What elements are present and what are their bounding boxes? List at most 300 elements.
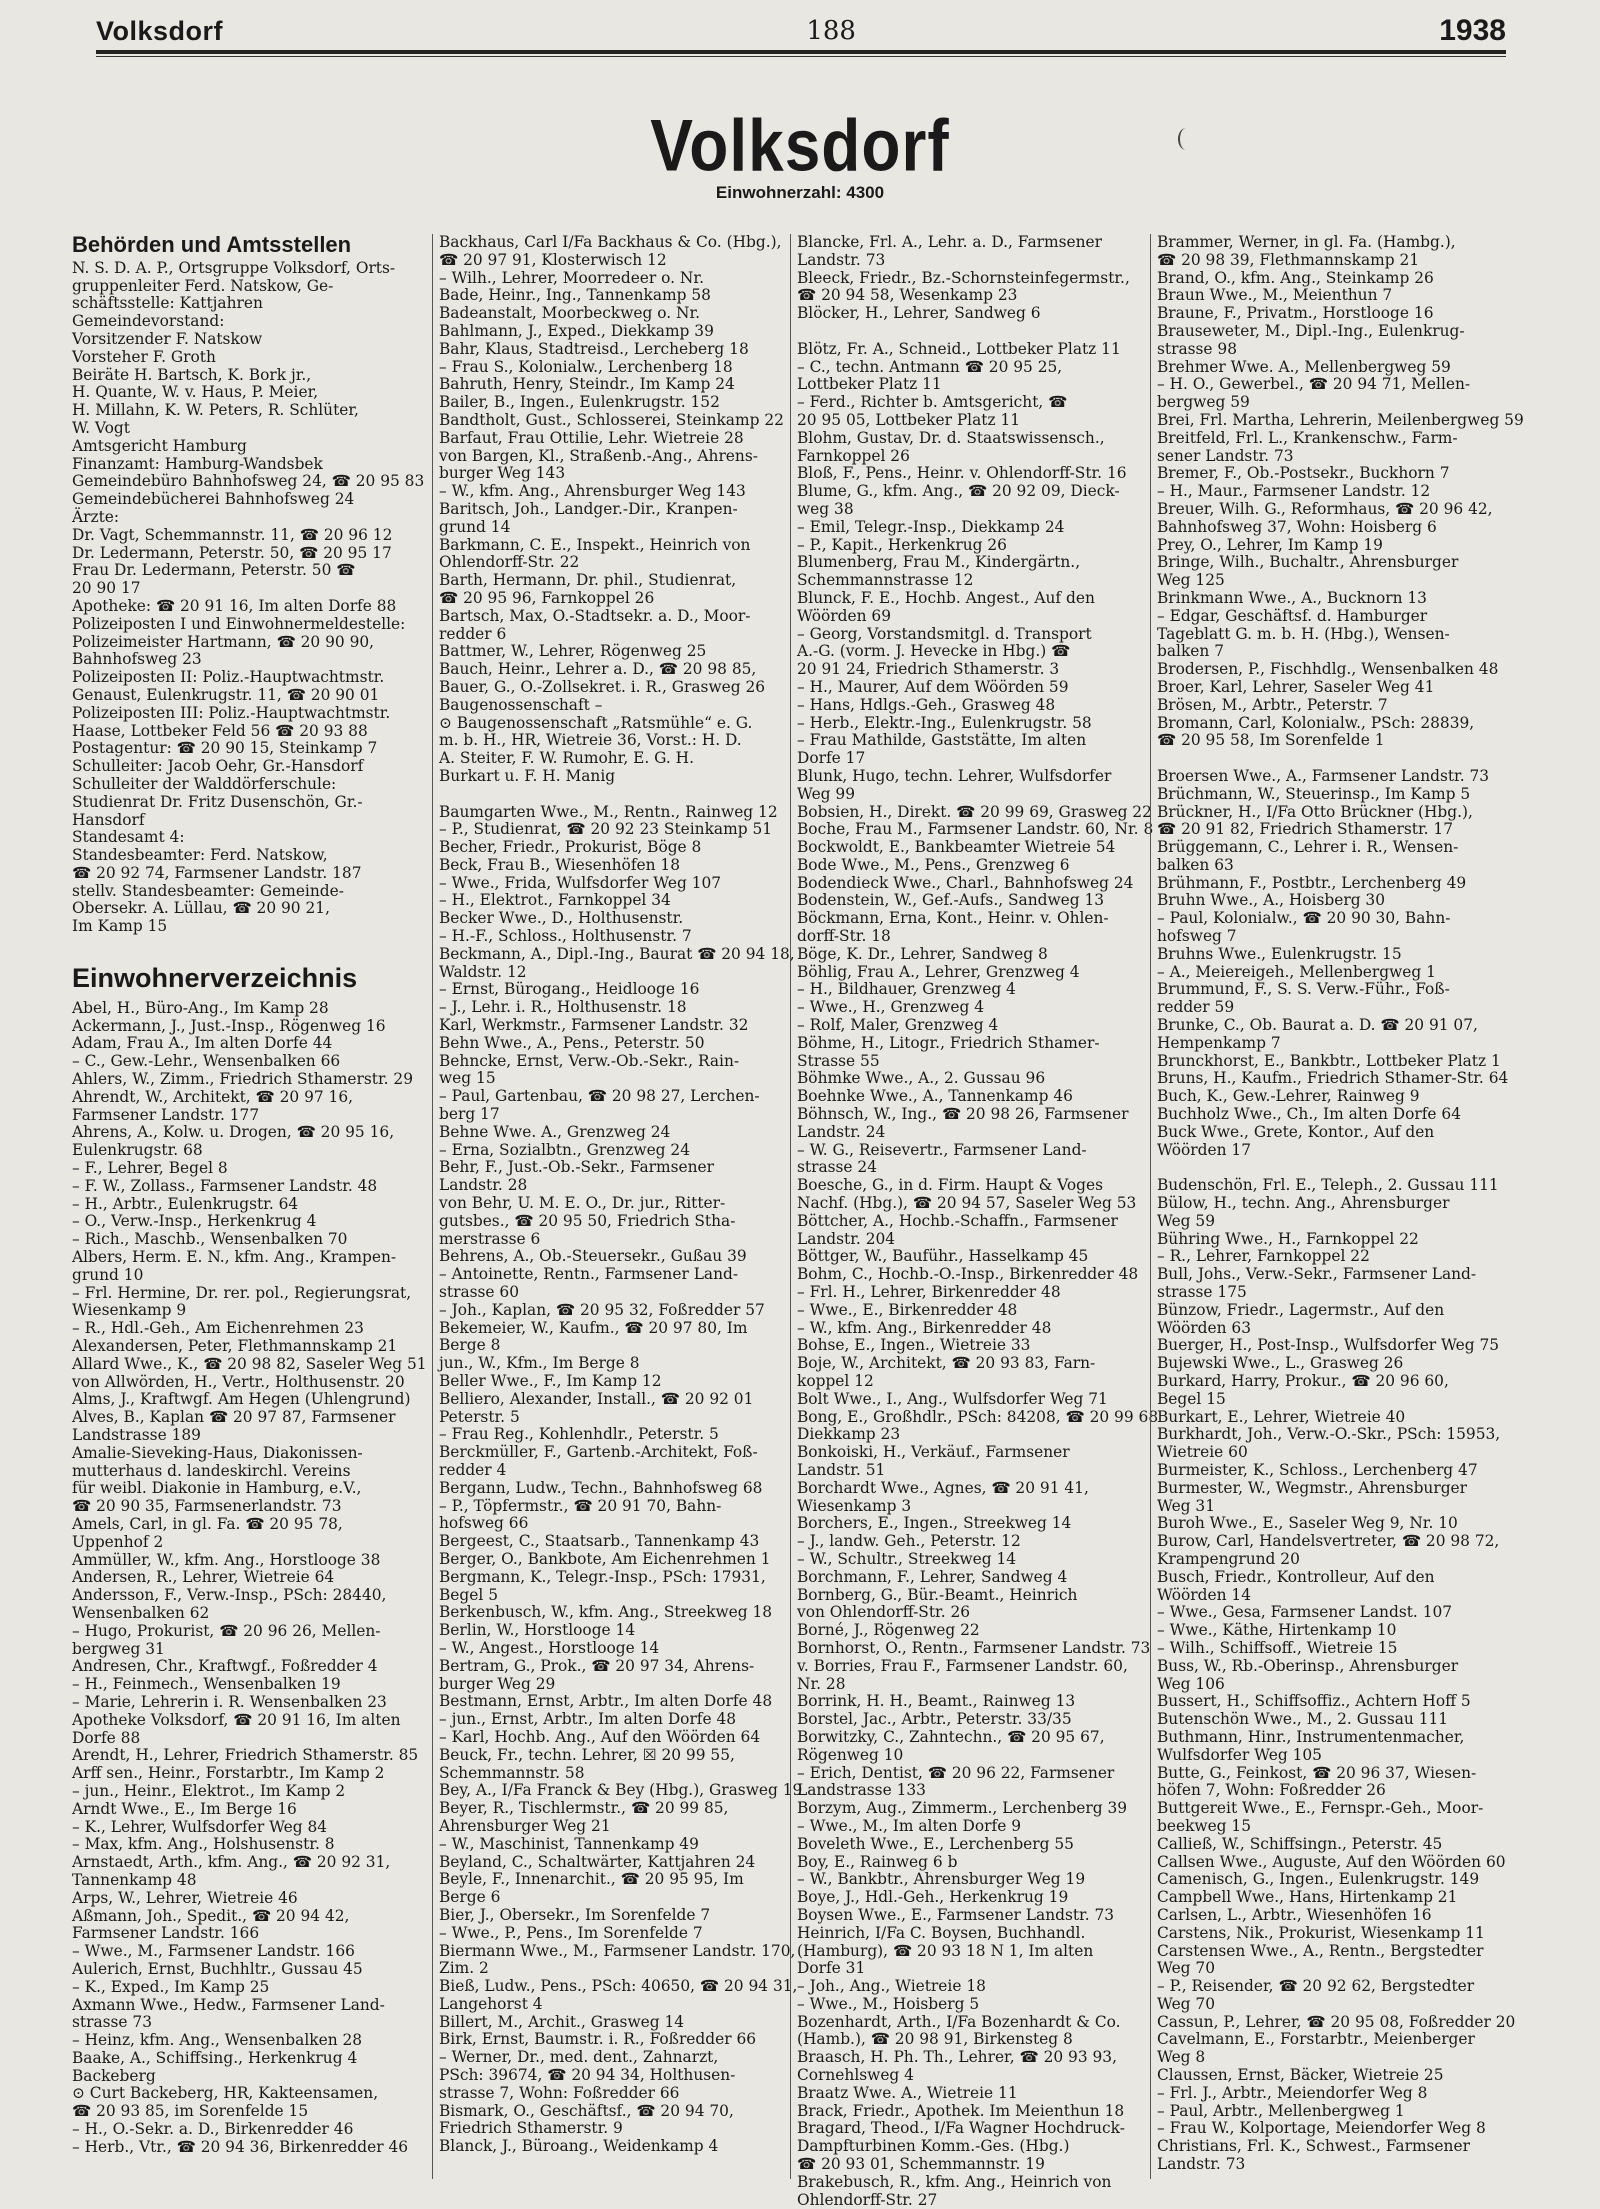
residents-list-c <box>797 233 1159 2209</box>
directory-entry-line: Weg 31 <box>1157 1496 1215 1515</box>
directory-entry-line: Badeanstalt, Moorbeckweg o. Nr. <box>439 304 701 323</box>
directory-entry-line: Buthmann, Hinr., Instrumentenmacher, <box>1157 1727 1465 1746</box>
directory-entry-line: – W., Maschinist, Tannenkamp 49 <box>439 1834 699 1853</box>
directory-entry-line: – Ferd., Richter b. Amtsgericht, ☎ <box>797 393 1068 412</box>
directory-entry-line: Bromann, Carl, Kolonialw., PSch: 28839, <box>1157 713 1475 732</box>
directory-entry-line: Bode Wwe., M., Pens., Grenzweg 6 <box>797 855 1070 874</box>
directory-entry-line: Boje, W., Architekt, ☎ 20 93 83, Farn- <box>797 1354 1096 1373</box>
directory-entry-line: – Frl. Hermine, Dr. rer. pol., Regierungsrat, <box>72 1283 412 1302</box>
directory-entry-line: Boche, Frau M., Farmsener Landstr. 60, Nr. 8 <box>797 820 1154 839</box>
directory-entry-line: strasse 175 <box>1157 1283 1247 1302</box>
directory-entry-line: Apotheke Volksdorf, ☎ 20 91 16, Im alten <box>72 1710 401 1729</box>
directory-entry-line: Blunck, F. E., Hochb. Angest., Auf den <box>797 588 1095 607</box>
directory-entry-line: – P., Kapit., Herkenkrug 26 <box>797 535 1007 554</box>
directory-entry-line: Polizeiposten II: Poliz.-Hauptwachtmstr. <box>72 668 385 687</box>
directory-entry-line: Zim. 2 <box>439 1959 489 1978</box>
directory-entry-line: – J., landw. Geh., Peterstr. 12 <box>797 1532 1021 1551</box>
directory-entry-line: Krampengrund 20 <box>1157 1549 1300 1568</box>
directory-entry-line: Battmer, W., Lehrer, Rögenweg 25 <box>439 642 707 661</box>
directory-entry-line: Callsen Wwe., Auguste, Auf den Wöörden 60 <box>1157 1852 1506 1871</box>
directory-entry-line: – Erna, Sozialbtn., Grenzweg 24 <box>439 1140 691 1159</box>
directory-entry-line: Allard Wwe., K., ☎ 20 98 82, Saseler Weg 51 <box>72 1354 427 1373</box>
directory-entry-line: Amalie-Sieveking-Haus, Diakonissen- <box>72 1443 363 1462</box>
directory-entry-line: Beuck, Fr., techn. Lehrer, ☒ 20 99 55, <box>439 1745 735 1764</box>
directory-entry-line: Braun Wwe., M., Meienthun 7 <box>1157 286 1393 305</box>
directory-entry-line: Apotheke: ☎ 20 91 16, Im alten Dorfe 88 <box>72 596 397 615</box>
directory-entry-line: – Max, kfm. Ang., Holshusenstr. 8 <box>72 1835 335 1854</box>
directory-entry-line: Biermann Wwe., M., Farmsener Landstr. 170, <box>439 1941 796 1960</box>
directory-entry-line: Brückner, H., I/Fa Otto Brückner (Hbg.), <box>1157 802 1473 821</box>
directory-entry-line: – Hans, Hdlgs.-Geh., Grasweg 48 <box>797 695 1056 714</box>
directory-entry-line: – R., Lehrer, Farnkoppel 22 <box>1157 1247 1370 1266</box>
directory-entry-line <box>1157 750 1497 768</box>
directory-entry-line: stellv. Standesbeamter: Gemeinde- <box>72 881 344 900</box>
directory-entry-line: – W., Angest., Horstlooge 14 <box>439 1638 660 1657</box>
directory-entry-line: burger Weg 29 <box>439 1674 556 1693</box>
directory-entry-line: – Heinz, kfm. Ang., Wensenbalken 28 <box>72 2031 363 2050</box>
directory-entry-line: Blume, G., kfm. Ang., ☎ 20 92 09, Dieck- <box>797 482 1120 501</box>
column-1 <box>72 232 427 2179</box>
directory-entry-line: – H., Bildhauer, Grenzweg 4 <box>797 980 1016 999</box>
directory-entry-line: Berlin, W., Horstlooge 14 <box>439 1621 636 1640</box>
directory-entry-line: Boveleth Wwe., E., Lerchenberg 55 <box>797 1834 1074 1853</box>
directory-entry-line: Bailer, B., Ingen., Eulenkrugstr. 152 <box>439 393 720 412</box>
directory-entry-line: Butenschön Wwe., M., 2. Gussau 111 <box>1157 1710 1449 1729</box>
directory-entry-line: Arnstaedt, Arth., kfm. Ang., ☎ 20 92 31, <box>72 1853 391 1872</box>
directory-entry-line: Wiesenkamp 9 <box>72 1301 187 1320</box>
directory-entry-line: – H. O., Gewerbel., ☎ 20 94 71, Mellen- <box>1157 375 1471 394</box>
directory-entry-line: Polizeimeister Hartmann, ☎ 20 90 90, <box>72 632 375 651</box>
directory-entry-line: Ahrens, A., Kolw. u. Drogen, ☎ 20 95 16, <box>72 1123 395 1142</box>
directory-entry-line: Braasch, H. Ph. Th., Lehrer, ☎ 20 93 93, <box>797 2048 1117 2067</box>
directory-entry-line: – Joh., Kaplan, ☎ 20 95 32, Foßredder 57 <box>439 1300 765 1319</box>
directory-entry-line: Haase, Lottbeker Feld 56 ☎ 20 93 88 <box>72 721 368 740</box>
directory-entry-line: ☎ 20 92 74, Farmsener Landstr. 187 <box>72 863 362 882</box>
directory-entry-line: dorff-Str. 18 <box>797 927 891 946</box>
directory-entry-line: – Paul, Kolonialw., ☎ 20 90 30, Bahn- <box>1157 909 1451 928</box>
directory-entry-line: jun., W., Kfm., Im Berge 8 <box>439 1354 640 1373</box>
directory-entry-line: Carstens, Nik., Prokurist, Wiesenkamp 11 <box>1157 1923 1485 1942</box>
directory-entry-line: – P., Studienrat, ☎ 20 92 23 Steinkamp 51 <box>439 820 773 839</box>
directory-entry-line: Behncke, Ernst, Verw.-Ob.-Sekr., Rain- <box>439 1051 740 1070</box>
directory-entry-line: Ammüller, W., kfm. Ang., Horstlooge 38 <box>72 1550 381 1569</box>
directory-entry-line: Ahlers, W., Zimm., Friedrich Sthamerstr. 29 <box>72 1070 413 1089</box>
directory-entry-line: Borrink, H. H., Beamt., Rainweg 13 <box>797 1692 1076 1711</box>
directory-entry-line: 20 91 24, Friedrich Sthamerstr. 3 <box>797 660 1060 679</box>
directory-entry-line: Dampfturbinen Komm.-Ges. (Hbg.) <box>797 2137 1070 2156</box>
directory-entry-line: Schulleiter: Jacob Oehr, Gr.-Hansdorf <box>72 757 364 776</box>
directory-entry-line: H. Quante, W. v. Haus, P. Meier, <box>72 383 319 402</box>
directory-entry-line: Ahrensburger Weg 21 <box>439 1816 611 1835</box>
directory-entry-line: – W. G., Reisevertr., Farmsener Land- <box>797 1140 1087 1159</box>
directory-entry-line: Albers, Herm. E. N., kfm. Ang., Krampen- <box>72 1248 397 1267</box>
directory-entry-line: Becker Wwe., D., Holthusenstr. <box>439 909 684 928</box>
directory-entry-line: Burkard, Harry, Prokur., ☎ 20 96 60, <box>1157 1372 1449 1390</box>
directory-entry-line: – Wwe., M., Hoisberg 5 <box>797 1994 980 2013</box>
directory-entry-line: 20 90 17 <box>72 579 141 598</box>
directory-entry-line: Behr, F., Just.-Ob.-Sekr., Farmsener <box>439 1158 715 1177</box>
directory-entry-line: Bier, J., Obersekr., Im Sorenfelde 7 <box>439 1905 711 1924</box>
directory-entry-line: Billert, M., Archit., Grasweg 14 <box>439 2012 685 2031</box>
directory-entry-line: – Edgar, Geschäftsf. d. Hamburger <box>1157 606 1428 625</box>
directory-entry-line: Berger, O., Bankbote, Am Eichenrehmen 1 <box>439 1549 771 1568</box>
directory-entry-line: Landstr. 28 <box>439 1176 528 1195</box>
directory-entry-line: Cornehlsweg 4 <box>797 2066 914 2085</box>
directory-entry-line: Bergeest, C., Staatsarb., Tannenkamp 43 <box>439 1532 760 1551</box>
directory-entry-line: Andersen, R., Lehrer, Wietreie 64 <box>72 1568 335 1587</box>
directory-entry-line: Bartsch, Max, O.-Stadtsekr. a. D., Moor- <box>439 606 751 625</box>
page-number: 188 <box>806 16 856 46</box>
directory-entry-line: Postagentur: ☎ 20 90 15, Steinkamp 7 <box>72 739 378 758</box>
directory-entry-line: ⊙ Baugenossenschaft „Ratsmühle“ e. G. <box>439 713 753 732</box>
directory-entry-line: Berge 8 <box>439 1336 501 1355</box>
running-head-place: Volksdorf <box>96 15 224 46</box>
directory-entry-line: – P., Töpfermstr., ☎ 20 91 70, Bahn- <box>439 1496 722 1515</box>
directory-entry-line: – Frau Mathilde, Gaststätte, Im alten <box>797 731 1087 750</box>
directory-entry-line: – P., Reisender, ☎ 20 92 62, Bergstedter <box>1157 1977 1475 1996</box>
authorities-list <box>72 258 425 936</box>
directory-entry-line: Bornberg, G., Bür.-Beamt., Heinrich <box>797 1585 1078 1604</box>
directory-entry-line: Bremer, F., Ob.-Postsekr., Buckhorn 7 <box>1157 464 1450 483</box>
directory-entry-line: Brüchmann, W., Steuerinsp., Im Kamp 5 <box>1157 784 1471 803</box>
directory-entry-line: – W., Bankbtr., Ahrensburger Weg 19 <box>797 1870 1086 1889</box>
directory-entry-line: Alms, J., Kraftwgf. Am Hegen (Uhlengrund) <box>72 1390 411 1409</box>
residents-list-a <box>72 998 427 2157</box>
directory-entry-line: Buchholz Wwe., Ch., Im alten Dorfe 64 <box>1157 1105 1462 1124</box>
directory-entry-line: – Marie, Lehrerin i. R. Wensenbalken 23 <box>72 1692 387 1711</box>
directory-entry-line: Breuer, Wilh. G., Reformhaus, ☎ 20 96 42, <box>1157 499 1493 518</box>
directory-entry-line: ☎ 20 97 91, Klosterwisch 12 <box>439 250 667 269</box>
directory-entry-line: strasse 73 <box>72 2013 152 2032</box>
directory-entry-line: höfen 7, Wohn: Foßredder 26 <box>1157 1781 1386 1800</box>
directory-entry-line: Backeberg <box>72 2066 156 2085</box>
directory-entry-line: – F. W., Zollass., Farmsener Landstr. 48 <box>72 1176 378 1195</box>
page-title: Volksdorf <box>650 103 950 187</box>
directory-entry-line: Barkmann, C. E., Inspekt., Heinrich von <box>439 535 751 554</box>
directory-entry-line: – Wwe., M., Farmsener Landstr. 166 <box>72 1942 355 1961</box>
directory-entry-line: mutterhaus d. landeskirchl. Vereins <box>72 1461 351 1480</box>
directory-entry-line: Dr. Ledermann, Peterstr. 50, ☎ 20 95 17 <box>72 543 392 562</box>
directory-entry-line: Bahnhofsweg 37, Wohn: Hoisberg 6 <box>1157 517 1437 536</box>
directory-entry-line: – H., Elektrot., Farnkoppel 34 <box>439 891 671 910</box>
directory-entry-line: Wietreie 60 <box>1157 1443 1248 1462</box>
directory-entry-line: redder 59 <box>1157 998 1235 1017</box>
directory-entry-line: Bussert, H., Schiffsoffiz., Achtern Hoff 5 <box>1157 1692 1471 1711</box>
directory-entry-line: Vorsitzender F. Natskow <box>72 329 263 348</box>
directory-entry-line: Hempenkamp 7 <box>1157 1033 1281 1052</box>
directory-entry-line: ☎ 20 95 58, Im Sorenfelde 1 <box>1157 731 1385 750</box>
directory-entry-line: Blanck, J., Büroang., Weidenkamp 4 <box>439 2137 719 2156</box>
directory-entry-line: – K., Exped., Im Kamp 25 <box>72 1977 270 1996</box>
directory-entry-line: Schulleiter der Walddörferschule: <box>72 774 337 793</box>
directory-entry-line: Böhme, H., Litogr., Friedrich Sthamer- <box>797 1033 1100 1052</box>
directory-entry-line: Blumenberg, Frau M., Kindergärtn., <box>797 553 1081 572</box>
directory-entry-line: Peterstr. 5 <box>439 1407 520 1426</box>
directory-entry-line: Arndt Wwe., E., Im Berge 16 <box>72 1799 297 1818</box>
directory-entry-line: Beiräte H. Bartsch, K. Bork jr., <box>72 365 312 384</box>
directory-entry-line: berg 17 <box>439 1105 500 1124</box>
directory-entry-line: redder 6 <box>439 624 507 643</box>
directory-entry-line: – W., kfm. Ang., Ahrensburger Weg 143 <box>439 482 746 501</box>
directory-entry-line: Baugenossenschaft – <box>439 695 603 714</box>
directory-entry-line: Farnkoppel 26 <box>797 446 910 465</box>
directory-entry-line: Campbell Wwe., Hans, Hirtenkamp 21 <box>1157 1888 1458 1907</box>
directory-entry-line: ☎ 20 93 85, im Sorenfelde 15 <box>72 2102 309 2121</box>
directory-entry-line: – jun., Ernst, Arbtr., Im alten Dorfe 48 <box>439 1710 737 1729</box>
directory-entry-line: Baritsch, Joh., Landger.-Dir., Kranpen- <box>439 499 738 518</box>
directory-entry-line: – Georg, Vorstandsmitgl. d. Transport <box>797 624 1092 643</box>
directory-entry-line: Bestmann, Ernst, Arbtr., Im alten Dorfe 48 <box>439 1692 773 1711</box>
directory-entry-line: Bujewski Wwe., L., Grasweg 26 <box>1157 1354 1404 1373</box>
directory-entry-line: Weg 125 <box>1157 571 1225 590</box>
directory-entry-line: – W., Schultr., Streekweg 14 <box>797 1549 1017 1568</box>
directory-entry-line: Backhaus, Carl I/Fa Backhaus & Co. (Hbg.), <box>439 233 782 251</box>
directory-entry-line: Dorfe 88 <box>72 1728 141 1747</box>
directory-entry-line: – jun., Heinr., Elektrot., Im Kamp 2 <box>72 1781 346 1800</box>
directory-entry-line: Rögenweg 10 <box>797 1745 904 1764</box>
directory-entry-line: beekweg 15 <box>1157 1816 1252 1835</box>
directory-entry-line: – H., O.-Sekr. a. D., Birkenredder 46 <box>72 2120 354 2139</box>
directory-entry-line: – Karl, Hochb. Ang., Auf den Wöörden 64 <box>439 1727 761 1746</box>
directory-entry-line: – Wwe., Käthe, Hirtenkamp 10 <box>1157 1621 1397 1640</box>
directory-entry-line: – H., Maurer, Auf dem Wöörden 59 <box>797 677 1069 696</box>
directory-entry-line: Cavelmann, E., Forstarbtr., Meienberger <box>1157 2030 1475 2049</box>
directory-entry-line: Blötz, Fr. A., Schneid., Lottbeker Platz 11 <box>797 339 1121 358</box>
directory-entry-line: Bohse, E., Ingen., Wietreie 33 <box>797 1336 1031 1355</box>
directory-entry-line: Standesamt 4: <box>72 828 185 847</box>
directory-entry-line: Bünzow, Friedr., Lagermstr., Auf den <box>1157 1300 1445 1319</box>
directory-entry-line: PSch: 39674, ☎ 20 94 34, Holthusen- <box>439 2066 736 2085</box>
directory-entry-line: Alexandersen, Peter, Flethmannskamp 21 <box>72 1337 398 1356</box>
directory-entry-line: weg 38 <box>797 499 854 518</box>
directory-entry-line: Brunckhorst, E., Bankbtr., Lottbeker Platz 1 <box>1157 1051 1501 1070</box>
directory-entry-line: – H., Maur., Farmsener Landstr. 12 <box>1157 482 1431 501</box>
directory-entry-line: – Erich, Dentist, ☎ 20 96 22, Farmsener <box>797 1763 1115 1782</box>
directory-entry-line: A. Steiter, F. W. Rumohr, E. G. H. <box>439 749 694 768</box>
directory-entry-line: Boesche, G., in d. Firm. Haupt & Voges <box>797 1176 1103 1195</box>
directory-entry-line: – Herb., Elektr.-Ing., Eulenkrugstr. 58 <box>797 713 1092 732</box>
directory-entry-line: Brinkmann Wwe., A., Bucknorn 13 <box>1157 588 1427 607</box>
directory-entry-line: v. Borries, Frau F., Farmsener Landstr. 60, <box>797 1656 1128 1675</box>
directory-entry-line: ☎ 20 91 82, Friedrich Sthamerstr. 17 <box>1157 820 1453 839</box>
directory-entry-line: Arps, W., Lehrer, Wietreie 46 <box>72 1888 298 1907</box>
directory-entry-line: Prey, O., Lehrer, Im Kamp 19 <box>1157 535 1383 554</box>
directory-entry-line: Bekemeier, W., Kaufm., ☎ 20 97 80, Im <box>439 1318 748 1337</box>
directory-entry-line: Bertram, G., Prok., ☎ 20 97 34, Ahrens- <box>439 1656 755 1675</box>
directory-entry-line: Wöörden 17 <box>1157 1140 1252 1159</box>
directory-entry-line: Landstr. 73 <box>1157 2155 1246 2174</box>
directory-entry-line: von Ohlendorff-Str. 26 <box>797 1603 971 1622</box>
directory-entry-line: Borné, J., Rögenweg 22 <box>797 1621 980 1640</box>
directory-entry-line: Heinrich, I/Fa C. Boysen, Buchhandl. <box>797 1923 1086 1942</box>
directory-entry-line: von Behr, U. M. E. O., Dr. jur., Ritter- <box>439 1194 726 1213</box>
directory-entry-line: Becher, Friedr., Prokurist, Böge 8 <box>439 838 702 857</box>
directory-entry-line: Brand, O., kfm. Ang., Steinkamp 26 <box>1157 268 1434 287</box>
directory-entry-line: grund 14 <box>439 517 511 536</box>
directory-entry-line: für weibl. Diakonie in Hamburg, e.V., <box>72 1479 362 1498</box>
directory-entry-line: Diekkamp 23 <box>797 1425 901 1444</box>
directory-entry-line: redder 4 <box>439 1460 507 1479</box>
directory-entry-line: Begel 15 <box>1157 1389 1226 1408</box>
directory-entry-line: Carlsen, L., Arbtr., Wiesenhöfen 16 <box>1157 1905 1432 1924</box>
directory-entry-line: – Wwe., H., Grenzweg 4 <box>797 998 985 1017</box>
directory-entry-line: Bruhns Wwe., Eulenkrugstr. 15 <box>1157 944 1402 963</box>
directory-entry-line: Böhlig, Frau A., Lehrer, Grenzweg 4 <box>797 962 1080 981</box>
directory-entry-line: – W., kfm. Ang., Birkenredder 48 <box>797 1318 1052 1337</box>
directory-entry-line: Bull, Johs., Verw.-Sekr., Farmsener Land- <box>1157 1265 1477 1284</box>
directory-entry-line: Bruhn Wwe., A., Hoisberg 30 <box>1157 891 1386 910</box>
directory-entry-line: Beyland, C., Schaltwärter, Kattjahren 24 <box>439 1852 756 1871</box>
directory-entry-line: 20 95 05, Lottbeker Platz 11 <box>797 410 1021 429</box>
directory-entry-line: Boye, J., Hdl.-Geh., Herkenkrug 19 <box>797 1888 1069 1907</box>
directory-entry-line: Boy, E., Rainweg 6 b <box>797 1852 958 1871</box>
directory-entry-line: Burkart u. F. H. Manig <box>439 766 616 785</box>
directory-entry-line: Beckmann, A., Dipl.-Ing., Baurat ☎ 20 94 18, <box>439 944 795 963</box>
directory-entry-line: Arff sen., Heinr., Forstarbtr., Im Kamp 2 <box>72 1764 385 1783</box>
directory-entry-line: Burow, Carl, Handelsvertreter, ☎ 20 98 72, <box>1157 1532 1500 1551</box>
directory-entry-line: Christians, Frl. K., Schwest., Farmsener <box>1157 2137 1470 2156</box>
directory-entry-line: Farmsener Landstr. 166 <box>72 1924 260 1943</box>
directory-entry-line <box>797 323 1137 341</box>
directory-entry-line: Friedrich Sthamerstr. 9 <box>439 2119 623 2138</box>
population-line: Einwohnerzahl: 4300 <box>715 183 885 202</box>
directory-entry-line: Broer, Karl, Lehrer, Saseler Weg 41 <box>1157 677 1435 696</box>
directory-entry-line: Calließ, W., Schiffsingn., Peterstr. 45 <box>1157 1834 1443 1853</box>
directory-entry-line: Andresen, Chr., Kraftwgf., Foßredder 4 <box>72 1657 378 1676</box>
directory-entry-line: Weg 59 <box>1157 1211 1215 1230</box>
directory-entry-line: strasse 98 <box>1157 339 1237 358</box>
directory-entry-line: Obersekr. A. Lüllau, ☎ 20 90 21, <box>72 899 330 918</box>
pencil-mark <box>1178 128 1194 150</box>
directory-entry-line: – Rich., Maschb., Wensenbalken 70 <box>72 1230 348 1249</box>
directory-entry-line: – Emil, Telegr.-Insp., Diekkamp 24 <box>797 517 1065 536</box>
directory-entry-line: Studienrat Dr. Fritz Dusenschön, Gr.- <box>72 792 363 811</box>
directory-entry-line: Bloß, F., Pens., Heinr. v. Ohlendorff-Str. 16 <box>797 464 1127 483</box>
directory-entry-line: Eulenkrugstr. 68 <box>72 1141 203 1160</box>
directory-entry-line: – Paul, Arbtr., Mellenbergweg 1 <box>1157 2101 1405 2120</box>
directory-entry-line: Claussen, Ernst, Bäcker, Wietreie 25 <box>1157 2066 1444 2085</box>
directory-entry-line: – Frau W., Kolportage, Meiendorfer Weg 8 <box>1157 2119 1486 2138</box>
directory-entry-line: Brühmann, F., Postbtr., Lerchenberg 49 <box>1157 873 1467 892</box>
directory-entry-line: Brummund, F., S. S. Verw.-Führ., Foß- <box>1157 980 1450 999</box>
directory-entry-line: sener Landstr. 73 <box>1157 446 1294 465</box>
directory-entry-line: balken 7 <box>1157 642 1224 661</box>
column-2 <box>432 233 803 2179</box>
directory-entry-line: Bauer, G., O.-Zollsekret. i. R., Grasweg 26 <box>439 677 766 696</box>
directory-entry-line: Barth, Hermann, Dr. phil., Studienrat, <box>439 571 737 590</box>
directory-entry-line: Brammer, Werner, in gl. Fa. (Hambg.), <box>1157 233 1456 251</box>
residents-list-d <box>1157 233 1524 2174</box>
directory-entry-line: Burmeister, K., Schloss., Lerchenberg 47 <box>1157 1460 1478 1479</box>
directory-entry-line: Bismark, O., Geschäftsf., ☎ 20 94 70, <box>439 2101 734 2120</box>
directory-entry-line: Bockwoldt, E., Bankbeamter Wietreie 54 <box>797 838 1116 857</box>
directory-entry-line: – H., Arbtr., Eulenkrugstr. 64 <box>72 1194 299 1213</box>
directory-entry-line: Buttgereit Wwe., E., Fernspr.-Geh., Moor- <box>1157 1799 1484 1818</box>
directory-entry-line: Hansdorf <box>72 810 145 829</box>
directory-entry-line: – Frl. J., Arbtr., Meiendorfer Weg 8 <box>1157 2083 1428 2102</box>
directory-entry-line: – Wwe., M., Im alten Dorfe 9 <box>797 1816 1022 1835</box>
directory-entry-line: Buch, K., Gew.-Lehrer, Rainweg 9 <box>1157 1087 1420 1106</box>
directory-entry-line: Weg 8 <box>1157 2048 1206 2067</box>
directory-entry-line: Gemeindebüro Bahnhofsweg 24, ☎ 20 95 83 <box>72 472 425 491</box>
directory-entry-line: ☎ 20 90 35, Farmsenerlandstr. 73 <box>72 1497 342 1516</box>
directory-entry-line: Borzym, Aug., Zimmerm., Lerchenberg 39 <box>797 1799 1128 1818</box>
directory-entry-line: Wulfsdorfer Weg 105 <box>1157 1745 1322 1764</box>
directory-entry-line: Beyle, F., Innenarchit., ☎ 20 95 95, Im <box>439 1870 744 1889</box>
directory-entry-line: – H.-F., Schloss., Holthusenstr. 7 <box>439 927 692 946</box>
directory-entry-line: Borchmann, F., Lehrer, Sandweg 4 <box>797 1567 1068 1586</box>
directory-entry-line: Bahlmann, J., Exped., Diekkamp 39 <box>439 321 714 340</box>
directory-entry-line: Dorfe 17 <box>797 749 866 768</box>
directory-entry-line: Böhmke Wwe., A., 2. Gussau 96 <box>797 1069 1046 1088</box>
directory-entry-line: Brauseweter, M., Dipl.-Ing., Eulenkrug- <box>1157 321 1465 340</box>
directory-entry-line: Wöörden 63 <box>1157 1318 1252 1337</box>
directory-entry-line: Bauch, Heinr., Lehrer a. D., ☎ 20 98 85, <box>439 660 757 679</box>
directory-entry-line: Bohm, C., Hochb.-O.-Insp., Birkenredder 48 <box>797 1265 1139 1284</box>
directory-entry-line: bergweg 31 <box>72 1639 165 1658</box>
directory-entry-line: Amels, Carl, in gl. Fa. ☎ 20 95 78, <box>72 1514 343 1533</box>
directory-entry-line: Schemmannstrasse 12 <box>797 571 974 590</box>
directory-entry-line: Abel, H., Büro-Ang., Im Kamp 28 <box>72 998 329 1017</box>
directory-entry-line: merstrasse 6 <box>439 1229 541 1248</box>
directory-entry-line: Tannenkamp 48 <box>72 1870 197 1889</box>
directory-entry-line: Wöörden 69 <box>797 606 892 625</box>
directory-entry-line: koppel 12 <box>797 1372 874 1390</box>
directory-entry-line: Behne Wwe. A., Grenzweg 24 <box>439 1122 671 1141</box>
directory-entry-line: Bleeck, Friedr., Bz.-Schornsteinfegermstr., <box>797 268 1130 287</box>
directory-entry-line: – O., Verw.-Insp., Herkenkrug 4 <box>72 1212 317 1231</box>
directory-entry-line: Ohlendorff-Str. 22 <box>439 553 580 572</box>
directory-entry-line: Bringe, Wilh., Buchaltr., Ahrensburger <box>1157 553 1459 572</box>
directory-entry-line: Aßmann, Joh., Spedit., ☎ 20 94 42, <box>72 1906 350 1925</box>
directory-entry-line: (Hamburg), ☎ 20 93 18 N 1, Im alten <box>797 1941 1094 1960</box>
directory-entry-line: Borstel, Jac., Arbtr., Peterstr. 33/35 <box>797 1710 1072 1729</box>
directory-entry-line: Berge 6 <box>439 1888 501 1907</box>
directory-entry-line: N. S. D. A. P., Ortsgruppe Volksdorf, Orts- <box>72 258 396 277</box>
directory-entry-line: Braune, F., Privatm., Horstlooge 16 <box>1157 304 1434 323</box>
directory-entry-line: Burkhardt, Joh., Verw.-O.-Skr., PSch: 15953, <box>1157 1425 1501 1444</box>
directory-entry-line: Buss, W., Rb.-Oberinsp., Ahrensburger <box>1157 1656 1459 1675</box>
directory-entry-line: Baake, A., Schiffsing., Herkenkrug 4 <box>72 2048 358 2067</box>
directory-entry-line: strasse 7, Wohn: Foßredder 66 <box>439 2083 680 2102</box>
directory-entry-line: – Hugo, Prokurist, ☎ 20 96 26, Mellen- <box>72 1621 381 1640</box>
directory-entry-line: Cassun, P., Lehrer, ☎ 20 95 08, Foßredder 20 <box>1157 2012 1516 2031</box>
directory-entry-line: Bahnhofsweg 23 <box>72 650 202 669</box>
directory-entry-line: Wöörden 14 <box>1157 1585 1252 1604</box>
directory-entry-line: Bahruth, Henry, Steindr., Im Kamp 24 <box>439 375 735 394</box>
directory-entry-line: Camenisch, G., Ingen., Eulenkrugstr. 149 <box>1157 1870 1480 1889</box>
directory-entry-line: Böckmann, Erna, Kont., Heinr. v. Ohlen- <box>797 909 1109 928</box>
directory-entry-line: (Hamb.), ☎ 20 98 91, Birkensteg 8 <box>797 2030 1073 2049</box>
header-rule <box>96 56 1506 57</box>
directory-entry-line: Barfaut, Frau Ottilie, Lehr. Wietreie 28 <box>439 428 744 447</box>
directory-entry-line: Landstrasse 133 <box>797 1781 926 1800</box>
directory-entry-line: – H., Feinmech., Wensenbalken 19 <box>72 1675 341 1694</box>
directory-entry-line: Brösen, M., Arbtr., Peterstr. 7 <box>1157 695 1388 714</box>
directory-entry-line: Bolt Wwe., I., Ang., Wulfsdorfer Weg 71 <box>797 1389 1108 1408</box>
directory-entry-line: Dr. Vagt, Schemmannstr. 11, ☎ 20 96 12 <box>72 525 393 544</box>
directory-entry-line: Bodendieck Wwe., Charl., Bahnhofsweg 24 <box>797 873 1134 892</box>
directory-entry-line: ☎ 20 98 39, Flethmannskamp 21 <box>1157 250 1420 269</box>
directory-entry-line: Dorfe 31 <box>797 1959 866 1978</box>
directory-entry-line: Budenschön, Frl. E., Teleph., 2. Gussau 111 <box>1157 1176 1499 1195</box>
directory-entry-line: Im Kamp 15 <box>72 917 168 936</box>
directory-entry-line: Strasse 55 <box>797 1051 880 1070</box>
directory-entry-line: Begel 5 <box>439 1585 498 1604</box>
directory-entry-line: Adam, Frau A., Im alten Dorfe 44 <box>72 1034 333 1053</box>
directory-entry-line: Farmsener Landstr. 177 <box>72 1105 260 1124</box>
directory-entry-line: Böge, K. Dr., Lehrer, Sandweg 8 <box>797 944 1048 963</box>
